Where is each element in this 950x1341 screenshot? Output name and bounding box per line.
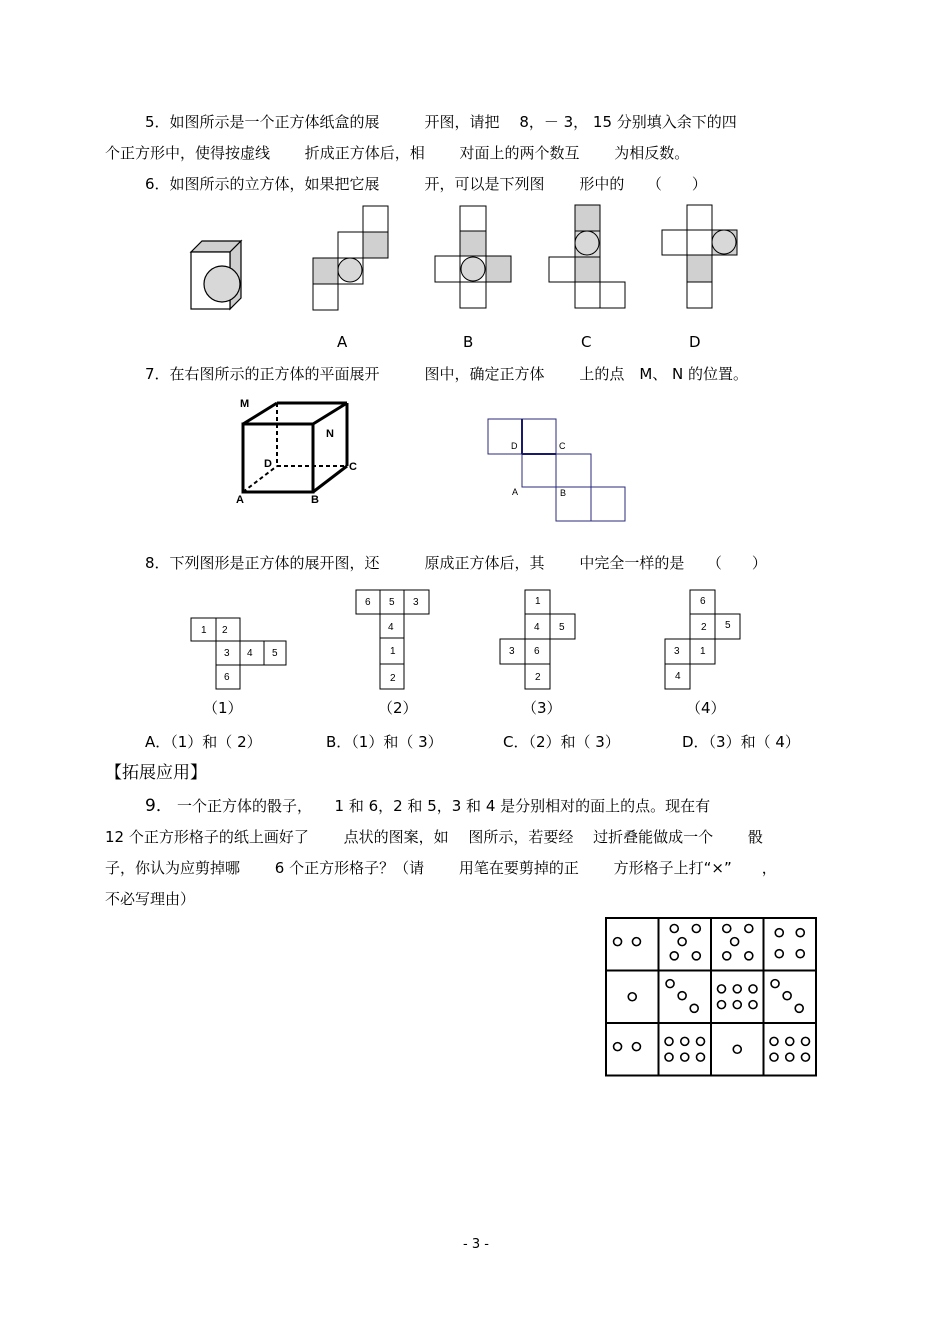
dice-dot bbox=[733, 1001, 741, 1009]
q8-fig3-4: 4 bbox=[534, 622, 540, 633]
dice-dot bbox=[678, 992, 686, 1000]
dice-dot bbox=[802, 1037, 810, 1045]
dice-dot bbox=[771, 980, 779, 988]
q7-text: 7．在右图所示的正方体的平面展开 图中，确定正方体 上的点 M、 N 的位置。 bbox=[145, 365, 749, 383]
dice-dot bbox=[795, 1004, 803, 1012]
q8-fig3-3: 3 bbox=[509, 646, 515, 657]
dice-dot bbox=[697, 1053, 705, 1061]
q8-fig4-3: 3 bbox=[674, 646, 680, 657]
dice-dot bbox=[632, 1043, 640, 1051]
dice-dot bbox=[665, 1053, 673, 1061]
dice-dot bbox=[718, 985, 726, 993]
q9-line1: 一个正方体的骰子， 1 和 6，2 和 5，3 和 4 是分别相对的面上的点。现在有 bbox=[177, 797, 711, 815]
q6-net-b bbox=[435, 206, 511, 308]
cube-label-b: B bbox=[311, 494, 319, 506]
q8-choice-d: D．（3）和（ 4） bbox=[682, 733, 800, 751]
net-label-d: D bbox=[511, 441, 518, 451]
cube-label-a: A bbox=[236, 494, 244, 506]
dice-dot bbox=[770, 1053, 778, 1061]
q8-fig3-5: 5 bbox=[559, 622, 565, 633]
q8-fig1-4: 4 bbox=[247, 648, 253, 659]
q8-fig2-1: 1 bbox=[390, 646, 396, 657]
dice-dot bbox=[733, 1045, 741, 1053]
q6-net-c bbox=[549, 205, 625, 308]
q8-fig2-5: 5 bbox=[389, 597, 395, 608]
q9-line2: 12 个正方形格子的纸上画好了 点状的图案，如 图所示，若要经 过折叠能做成一个 骰 bbox=[105, 828, 763, 846]
q6-option-a: A bbox=[337, 333, 348, 351]
q8-fig4-2: 2 bbox=[701, 622, 707, 633]
q9-number: 9． bbox=[145, 796, 173, 816]
cube-label-n: N bbox=[326, 428, 334, 440]
dice-cell bbox=[659, 1023, 712, 1076]
dice-cell bbox=[711, 971, 764, 1024]
dice-dot bbox=[775, 929, 783, 937]
dice-dot bbox=[665, 1037, 673, 1045]
q8-fig1-6: 6 bbox=[224, 672, 230, 683]
dice-dot bbox=[666, 980, 674, 988]
dice-dot bbox=[745, 925, 753, 933]
q8-fig-label-4: （4） bbox=[686, 699, 726, 717]
q8-fig2-6: 6 bbox=[365, 597, 371, 608]
dice-dot bbox=[723, 925, 731, 933]
dice-dot bbox=[783, 992, 791, 1000]
q8-fig-label-1: （1） bbox=[203, 699, 243, 717]
dice-dot bbox=[745, 952, 753, 960]
dice-dot bbox=[786, 1053, 794, 1061]
dice-dot bbox=[678, 938, 686, 946]
cube-label-c: C bbox=[349, 461, 357, 473]
dice-dot bbox=[670, 925, 678, 933]
q6-cube bbox=[191, 241, 241, 309]
q7-net bbox=[480, 415, 630, 525]
dice-dot bbox=[786, 1037, 794, 1045]
q6-option-d: D bbox=[689, 333, 701, 351]
dice-dot bbox=[614, 1043, 622, 1051]
q8-fig2-3: 3 bbox=[413, 597, 419, 608]
q8-fig4-4: 4 bbox=[675, 671, 681, 682]
dice-dot bbox=[723, 952, 731, 960]
q8-fig3-2: 2 bbox=[535, 672, 541, 683]
q8-choice-a: A．（1）和（ 2） bbox=[145, 733, 262, 751]
q8-figures bbox=[0, 585, 950, 695]
q8-fig3-6: 6 bbox=[534, 646, 540, 657]
q6-option-c: C bbox=[581, 333, 592, 351]
dice-dot bbox=[775, 950, 783, 958]
q8-fig-label-3: （3） bbox=[522, 699, 562, 717]
q8-fig1-1: 1 bbox=[201, 625, 207, 636]
dice-dot bbox=[770, 1037, 778, 1045]
q8-text: 8．下列图形是正方体的展开图，还 原成正方体后，其 中完全一样的是 （ ） bbox=[145, 554, 767, 572]
dice-dot bbox=[802, 1053, 810, 1061]
dice-dot bbox=[731, 938, 739, 946]
q8-fig4-5: 5 bbox=[725, 620, 731, 631]
q8-fig1-3: 3 bbox=[224, 648, 230, 659]
q8-fig3-1: 1 bbox=[535, 596, 541, 607]
page-number: - 3 - bbox=[463, 1237, 489, 1252]
dice-dot bbox=[796, 950, 804, 958]
dice-dot bbox=[733, 985, 741, 993]
dice-dot bbox=[681, 1037, 689, 1045]
dice-dot bbox=[681, 1053, 689, 1061]
dice-dot bbox=[632, 938, 640, 946]
q5-line1: 5．如图所示是一个正方体纸盒的展 开图，请把 8，－ 3， 15 分别填入余下的四 bbox=[145, 113, 737, 131]
q8-fig1-2: 2 bbox=[222, 625, 228, 636]
dice-dot bbox=[796, 929, 804, 937]
q8-choice-c: C．（2）和（ 3） bbox=[503, 733, 620, 751]
q9-dice-grid bbox=[603, 915, 818, 1080]
dice-cell bbox=[764, 918, 817, 971]
cube-label-m: M bbox=[240, 398, 250, 410]
dice-dot bbox=[670, 952, 678, 960]
q7-cube bbox=[230, 390, 370, 510]
net-label-b: B bbox=[560, 488, 567, 498]
q6-net-a bbox=[313, 206, 388, 310]
dice-dot bbox=[692, 952, 700, 960]
dice-dot bbox=[749, 1001, 757, 1009]
dice-dot bbox=[614, 938, 622, 946]
q8-fig4-6: 6 bbox=[700, 596, 706, 607]
q8-fig-label-2: （2） bbox=[378, 699, 418, 717]
q9-line4: 不必写理由） bbox=[105, 890, 196, 908]
dice-dot bbox=[749, 985, 757, 993]
cube-label-d: D bbox=[264, 458, 272, 470]
q8-choice-b: B．（1）和（ 3） bbox=[326, 733, 443, 751]
dice-dot bbox=[690, 1004, 698, 1012]
q5-line2: 个正方形中，使得按虚线 折成正方体后，相 对面上的两个数互 为相反数。 bbox=[105, 144, 690, 162]
dice-cell bbox=[764, 1023, 817, 1076]
q6-net-d bbox=[662, 205, 737, 308]
q8-fig4-1: 1 bbox=[700, 646, 706, 657]
q6-figures bbox=[0, 200, 950, 360]
q8-fig2-4: 4 bbox=[388, 622, 394, 633]
q9-line3: 子，你认为应剪掉哪 6 个正方形格子？（请 用笔在要剪掉的正 方形格子上打“×” ， bbox=[105, 859, 777, 877]
dice-dot bbox=[697, 1037, 705, 1045]
section-title: 【拓展应用】 bbox=[105, 763, 207, 783]
dice-dot bbox=[718, 1001, 726, 1009]
q8-fig2-2: 2 bbox=[390, 673, 396, 684]
net-label-a: A bbox=[512, 487, 519, 497]
net-label-c: C bbox=[559, 441, 566, 451]
q8-fig1-5: 5 bbox=[272, 648, 278, 659]
q6-text: 6．如图所示的立方体，如果把它展 开，可以是下列图 形中的 （ ） bbox=[145, 175, 707, 193]
q6-option-b: B bbox=[463, 333, 474, 351]
dice-dot bbox=[692, 925, 700, 933]
dice-dot bbox=[628, 993, 636, 1001]
